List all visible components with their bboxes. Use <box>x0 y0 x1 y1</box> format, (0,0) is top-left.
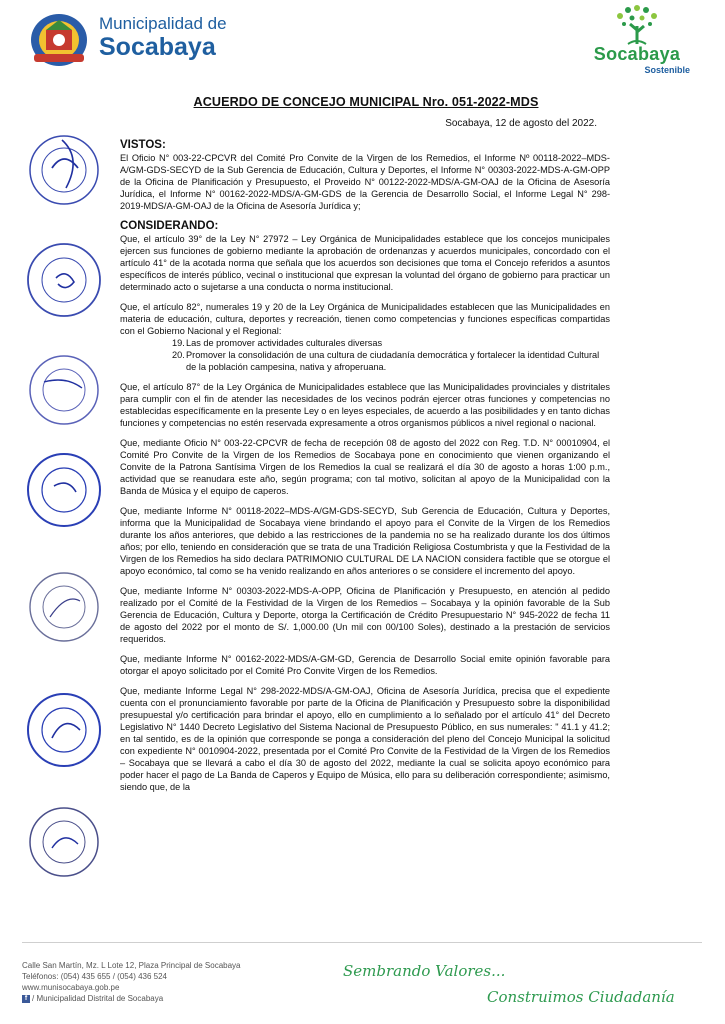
footer-phones: Teléfonos: (054) 435 655 / (054) 436 524 <box>22 972 167 981</box>
footer-facebook-label: / Municipalidad Distrital de Socabaya <box>32 994 164 1003</box>
list-item-number: 20. <box>172 350 185 360</box>
tree-icon <box>610 4 664 46</box>
considerando-paragraph-6: Que, mediante Informe N° 00303-2022-MDS-A-OPP, Oficina de Planificación y Presupuesto, en atención al pedido realizado por el Comité de la Festividad de la Virgen de los Remedios – Socabaya y la opinión favorable de la Sub Gerencia de Educación, Cultura y Deporte, otorga la Certificación de Crédito Presupuestario N° 945-2022 de fecha 11 de agosto del 2022 por el monto de S/. 1,000.00 (Un mil con 00/100 Soles), destinado a la prestación de servicios requeridos. <box>120 586 610 644</box>
asesoria-juridica-stamp-icon <box>22 348 106 432</box>
footer-divider <box>22 942 702 943</box>
list-item-text: Las de promover actividades culturales diversas <box>186 338 383 348</box>
footer-facebook[interactable] <box>22 993 241 1004</box>
municipal-coat-of-arms-logo <box>26 12 92 68</box>
considerando-heading: CONSIDERANDO: <box>120 220 219 232</box>
considerando-paragraph-8: Que, mediante Informe Legal N° 298-2022-MDS/A-GM-OAJ, Oficina de Asesoría Jurídica, precisa que el expediente cuenta con el pronunciamiento favorable por parte de la Oficina de Planificación y Presupuesto sobre la disponibilidad presupuestal y/o certificación para brindar el apoyo, ello en cumplimiento a lo señalado por el artículo 41° del Decreto Legislativo N° 1440 Decreto Legislativo del Sistema Nacional de Presupuesto Público, en sus numerales: " 41.1 y 41.2; en tal sentido, es de la opinión que corresponde se ponga a consideración del pleno del Concejo Municipal la solicitud con expediente N° 0010904-2022, presentada por el Comité Pro Convite de la Festividad de la Virgen de los Remedios – Socabaya que se llevará a cabo el día 30 de agosto del 2022, mediante la cual se solicita apoyo económico para poder hacer el pago de La Banda de Caperos y Equipo de Música, ello para su deliberación correspondiente; asimismo, siendo que, de la <box>120 686 610 792</box>
municipality-name-line2: Socabaya <box>99 33 216 61</box>
considerando-paragraph-3: Que, el artículo 87° de la Ley Orgánica de Municipalidades establece que las Municipalidades provinciales y distritales para cumplir con el fin de atender las necesidades de los vecinos podrán ejercer otras funciones y competencias no establecidas específicamente en la presente Ley o en leyes especiales, de acuerdo a las posibilidades y en tanto dichas funciones y competencias no estén reservada expresamente a otros organismos públicos a nivel regional o nacional. <box>120 382 610 428</box>
slogan-line-1: Sembrando Valores... <box>343 962 506 980</box>
subgerencia-educacion-stamp-icon <box>22 565 106 649</box>
considerando-paragraph-4: Que, mediante Oficio N° 003-22-CPCVR de fecha de recepción 08 de agosto del 2022 con Reg. T.D. N° 00010904, el Comité Pro Convite de la Virgen de los Remedios de Socabaya pone en conocimiento que vienen organizando el Convite de la Patrona Santísima Virgen de los Remedios la cual se realizará el día 30 de agosto a horas 1:00 p.m., actividad que se reanudara este año, según programa; con tal motivo, solicitan al apoyo de la Municipalidad con la Banda de Música y el equipo de caperos. <box>120 438 610 496</box>
municipality-name <box>99 14 227 60</box>
vistos-heading: VISTOS: <box>120 139 166 151</box>
considerando-paragraph-2: Que, el artículo 82°, numerales 19 y 20 de la Ley Orgánica de Municipalidades establecen que las Municipalidades en materia de educación, cultura, deportes y recreación, tienen como competencias y funciones específicas compartidas con el Gobierno Nacional y el Regional: <box>120 302 610 336</box>
footer-contact <box>22 960 241 1004</box>
gerencia-municipal-stamp-icon <box>22 238 106 322</box>
planificacion-presupuesto-stamp-icon <box>22 800 106 884</box>
document-title: ACUERDO DE CONCEJO MUNICIPAL Nro. 051-2022-MDS <box>193 95 539 109</box>
socabaya-sostenible-logo <box>576 4 698 74</box>
brand-name: Socabaya <box>593 44 681 64</box>
facebook-icon: f <box>22 995 30 1003</box>
considerando-paragraph-1: Que, el artículo 39° de la Ley N° 27972 – Ley Orgánica de Municipalidades establece que los concejos municipales ejercen sus funciones de gobierno mediante la aprobación de ordenanzas y acuerdos municipales, concordado con el artículo 41° de la acotada norma que señala que los acuerdos son decisiones que toma el Concejo referidos a asuntos específicos de interés público, vecinal o institucional que expresan la voluntad del órgano de gobierno para practicar un determinado acto o sujetarse a una conducta o norma institucional. <box>120 234 610 292</box>
document-body <box>120 139 610 793</box>
considerando-paragraph-5: Que, mediante Informe N° 00118-2022–MDS-A/GM-GDS-SECYD, Sub Gerencia de Educación, Cultura y Deportes, informa que la Municipalidad de Socabaya viene brindando el apoyo para el Convite de la Virgen de los Remedios durante los años anteriores, que debido a las restricciones de la pandemia no se ha realizado durante los dos últimos años; por ello, teniendo en consideración que se trata de una Tradición Religiosa Costumbrista y que la Festividad de la Virgen de los Remedios ha sido declara PATRIMONIO CULTURAL DE LA NACION considera factible que se otorgue el apoyo económico, tal como se ha venido realizando en años anteriores o se considere el incremento del apoyo. <box>120 506 610 576</box>
functions-list <box>172 337 610 373</box>
footer-website-link[interactable]: www.munisocabaya.gob.pe <box>22 983 120 992</box>
secretaria-general-stamp-icon <box>22 688 106 772</box>
considerando-paragraph-7: Que, mediante Informe N° 00162-2022-MDS/A-GM-GD, Gerencia de Desarrollo Social emite opinión favorable para otorgar el apoyo solicitado por el Comité Pro Convite Virgen de los Remedios. <box>120 654 610 676</box>
alcaldia-stamp-icon <box>22 128 106 212</box>
list-item-number: 19. <box>172 338 185 348</box>
list-item-text: Promover la consolidación de una cultura de ciudadanía democrática y fortalecer la identidad Cultural de la población campesina, nativa y afroperuana. <box>186 350 600 372</box>
document-date: Socabaya, 12 de agosto del 2022. <box>445 118 597 129</box>
footer-address: Calle San Martín, Mz. L Lote 12, Plaza Principal de Socabaya <box>22 961 241 970</box>
list-item <box>172 349 610 373</box>
brand-tagline: Sostenible <box>644 65 690 75</box>
slogan-line-2: Construimos Ciudadanía <box>487 988 675 1006</box>
municipality-name-line1: Municipalidad de <box>99 14 227 33</box>
desarrollo-social-stamp-icon <box>22 448 106 532</box>
vistos-paragraph: El Oficio N° 003-22-CPCVR del Comité Pro Convite de la Virgen de los Remedios, el Informe Nº 00118-2022–MDS-A/GM-GDS-SECYD de la Sub Gerencia de Educación, Cultura y Deportes, el Informe N° 00303-2022-MDS-A-GM-OPP de la Oficina de Planificación y Presupuesto, el Proveido N° 00122-2022-MDS/A-GM-OAJ de la Oficina de Asesoría Jurídica, el Informe N° 00162-2022-MDS/A-GM-GDS de la Gerencia de Desarrollo Social, el Informe Legal N° 298-2019-MDS/A-GM-OAJ de la Oficina de Asesoría Jurídica y; <box>120 153 610 211</box>
list-item <box>172 337 610 349</box>
